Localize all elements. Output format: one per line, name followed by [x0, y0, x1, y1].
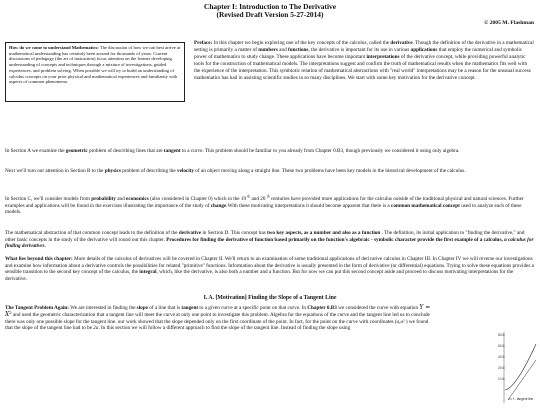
- text-run: and: [115, 196, 127, 202]
- keyword: slope: [136, 305, 148, 311]
- keyword: Procedures for finding the derivative of function based primarily on the function's algebraic - symbolic character provide the first example of a calculus,: [166, 236, 503, 243]
- section-heading: I. A. [Motivation] Finding the Slope of a Tangent Line: [203, 295, 337, 301]
- keyword: functions: [287, 46, 309, 53]
- text-run: (also considered in Chapter 0) which in the 19: [148, 196, 248, 202]
- preface-label: Preface:: [194, 40, 213, 46]
- text-run: and: [277, 46, 288, 53]
- keyword: economics: [126, 196, 149, 202]
- sidebar-note-text: The discussion of how we can best arrive at mathematical understanding has certainly been around for thousands of years. Current discussions of pedagogy (the art of instruction) focus attention on the learner developing understanding of concepts and techniques through a mixture of investigations, guided experiences, and problem solving. When possible we will try to build an understanding of calculus concepts on your prior physical and mathematical experiences and familiarity with aspects of common phenomena.: [9, 45, 181, 85]
- text-run: Next we'll turn our attention in Section B to the: [5, 168, 105, 174]
- text-run: . In this section we will follow a different approach to find the slope of the tangent line. Instead of finding the slope using: [98, 325, 351, 332]
- text-run: More details of the calculus of derivatives will be covered in Chapter II. We'll return to an examination of some traditional applications of derivative calculus in Chapter III. In Chapter IV we will reverse our investigations and examine how information about a derivative controls the possibilities for related "primitive" functions. Information about the derivative is usually presented in the form of derivative (or differential) equations. Trying to solve these equations provides a sensible transition to the second key concept of the calculus, the: [5, 256, 534, 276]
- legend-label: f - tangent line: [513, 397, 534, 401]
- text-run: . The definition, its initial application to "finding the derivative," and other basic concepts in the study of the derivative will round out this chapter.: [5, 230, 525, 243]
- keyword: change: [210, 202, 227, 209]
- tangent-problem-paragraph: [5, 305, 433, 332]
- document-title: [0, 3, 540, 20]
- tick-label: 60.0: [498, 344, 505, 348]
- text-run: to a given curve at a specific point on that curve. In: [198, 305, 308, 311]
- text-run: problem of describing lines that are: [87, 148, 164, 154]
- revision-note: (Revised Draft Version 5-27-2014): [216, 10, 324, 20]
- superscript: th: [247, 194, 251, 199]
- tangent-figure: [498, 330, 538, 405]
- beyond-chapter-paragraph: [5, 256, 535, 282]
- keyword: Chapter 0.B3: [307, 305, 337, 311]
- text-run: of the derivative concept, while providing powerful analytic tools for the construction of mathematical models. The interpretations suggest and confirm the truth of mathematical results when the mathematics fits well with the experience of the interpretation. This symbiotic relation of mathematical abstractions with "real world" interpretations may be a reason for the unusual success mathematics has had in assisting scientific studies in so many disciplines. We start with some key motivation for the derivative concept.: [194, 53, 531, 81]
- text-run: .: [44, 243, 46, 250]
- tick-label: 10.0: [498, 377, 505, 381]
- tick-label: 80.0: [498, 333, 505, 337]
- slope-expression: 2a: [93, 325, 99, 332]
- keyword: a calculus for finding derivatives: [5, 236, 534, 250]
- keyword: probability: [91, 196, 116, 202]
- abstraction-paragraph: [5, 230, 535, 250]
- text-run: . Though the definition of the derivative in a mathematical setting is primarily a matter of: [194, 40, 534, 53]
- tangent-line: [508, 360, 536, 400]
- text-run: , which, like the derivative, is also both a number and a function. But for now we can put this second concept aside and proceed to discuss motivating interpretations for the derivative.: [5, 269, 514, 282]
- copyright-notice: © 2005 M. Flashman: [484, 20, 534, 26]
- tick-label: 20.0: [498, 366, 505, 370]
- beyond-chapter-label: What lies beyond this chapter:: [5, 256, 73, 262]
- text-run: and 20: [250, 196, 267, 202]
- text-run: The mathematical abstraction of that common concept leads to the definition of the: [5, 230, 179, 236]
- tangent-problem-label: The Tangent Problem Again:: [5, 305, 70, 311]
- keyword: integral: [139, 269, 157, 276]
- section-c-paragraph: [5, 196, 535, 216]
- text-run: In Section A we examine the: [5, 148, 66, 154]
- equation: Y = X²: [5, 304, 431, 318]
- text-run: used to analyze each of these models.: [5, 202, 522, 216]
- text-run: of an object moving along a straight line. These two problems have been key models in the historical development of the calculus.: [193, 168, 466, 174]
- text-run: We are interested in finding the: [69, 305, 137, 311]
- text-run: centuries have provided more applications for the calculus outside of the traditional physical and natural sciences. Further examples and applications will be found in the exercises illustrating the importance of the study of: [5, 196, 524, 209]
- section-b-paragraph: [5, 168, 535, 175]
- keyword: numbers: [258, 46, 278, 53]
- text-run: to a curve. This problem should be familiar to you already from Chapter 0.B3, though previously we considered it using only algebra.: [180, 148, 460, 154]
- text-run: In this chapter we begin exploring one of the key concepts of the calculus, called the: [212, 40, 391, 46]
- keyword: applications: [410, 46, 438, 53]
- section-a-paragraph: [5, 148, 535, 155]
- text-run: and used the geometric characterization that a tangent line will meet the curve at only one point to investigate this problem. Algebra for the equations of the curve and the tangent line led us to conclude there was only one possible slope for the tangent line. our work showed that the slope depended only on the first coordinate of the point. In fact, for the point on the curve with coordinates (: [5, 311, 430, 325]
- text-run: we considered the curve with equation: [336, 305, 420, 311]
- preface-paragraph: [194, 40, 534, 81]
- text-run: that employ the numerical and symbolic power of mathematics to study change. These applications have become important: [194, 46, 523, 60]
- keyword: physics: [104, 168, 121, 174]
- keyword: geometric: [65, 148, 88, 154]
- keyword: tangent: [181, 305, 199, 311]
- superscript: th: [266, 194, 270, 199]
- point-coordinates: a,a²: [396, 318, 405, 325]
- text-run: , the derivative is important for its use in various: [308, 46, 411, 53]
- text-run: problem of describing the: [120, 168, 177, 174]
- keyword: tangent: [163, 148, 181, 154]
- keyword: velocity: [176, 168, 194, 174]
- tangent-figure-graph: [498, 330, 538, 405]
- text-run: ) we found that the slope of the tangent line had to be: [5, 318, 429, 332]
- text-run: In Section C, we'll consider models from: [5, 196, 92, 202]
- sidebar-note-heading: How do we come to understand Mathematics:: [9, 45, 99, 50]
- keyword: interpretations: [366, 53, 400, 60]
- text-run: .With these motivating interpretations it should become apparent that there is a: [226, 202, 392, 209]
- keyword: two key aspects, as a number and also as a function: [266, 230, 381, 236]
- text-run: in Section D. This concept has: [201, 230, 267, 236]
- keyword: common mathematical concept: [391, 202, 460, 209]
- text-run: of a line that is: [147, 305, 182, 311]
- tick-label: 40.0: [498, 355, 505, 359]
- chapter-title: Chapter I: Introduction to The Derivative: [203, 2, 336, 11]
- keyword: derivative: [390, 40, 413, 46]
- sidebar-note-box: [5, 42, 185, 102]
- keyword: derivative: [178, 230, 202, 236]
